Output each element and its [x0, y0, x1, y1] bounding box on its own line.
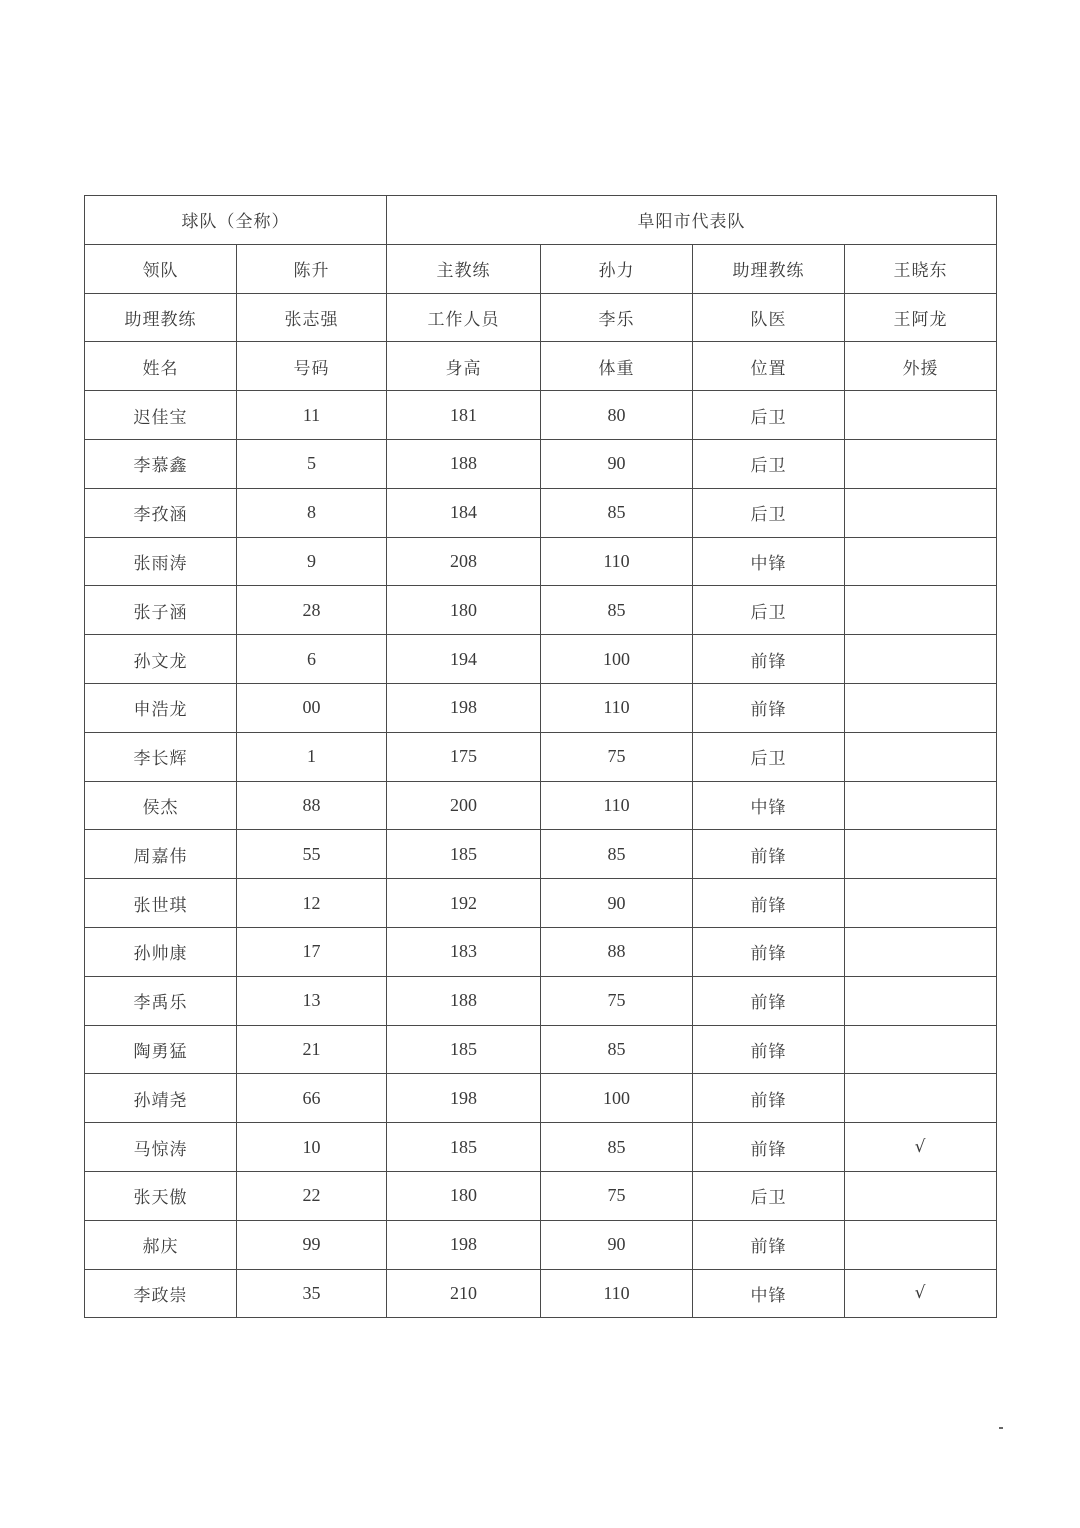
page-footer-mark	[999, 1427, 1003, 1429]
player-position: 中锋	[693, 537, 845, 586]
table-row	[85, 927, 997, 976]
team-name-row	[85, 196, 997, 245]
player-foreign-flag	[845, 391, 997, 440]
player-name: 李孜涵	[85, 488, 237, 537]
player-height: 185	[387, 1025, 541, 1074]
player-foreign-flag	[845, 1025, 997, 1074]
player-height: 175	[387, 732, 541, 781]
player-name: 申浩龙	[85, 683, 237, 732]
player-weight: 90	[541, 1220, 693, 1269]
staff-person-name: 王阿龙	[845, 293, 997, 342]
player-weight: 85	[541, 830, 693, 879]
player-name: 郝庆	[85, 1220, 237, 1269]
player-number: 28	[237, 586, 387, 635]
team-value: 阜阳市代表队	[387, 196, 997, 245]
staff-person-name: 张志强	[237, 293, 387, 342]
player-number: 5	[237, 439, 387, 488]
player-number: 13	[237, 976, 387, 1025]
player-number: 12	[237, 879, 387, 928]
player-height: 194	[387, 635, 541, 684]
player-weight: 110	[541, 781, 693, 830]
player-number: 88	[237, 781, 387, 830]
player-foreign-flag	[845, 683, 997, 732]
column-header: 身高	[387, 342, 541, 391]
staff-role-label: 助理教练	[693, 244, 845, 293]
player-position: 后卫	[693, 586, 845, 635]
player-name: 李禹乐	[85, 976, 237, 1025]
player-foreign-flag: √	[845, 1269, 997, 1318]
staff-role-label: 领队	[85, 244, 237, 293]
player-number: 9	[237, 537, 387, 586]
player-weight: 110	[541, 683, 693, 732]
player-weight: 80	[541, 391, 693, 440]
player-foreign-flag	[845, 781, 997, 830]
player-number: 10	[237, 1123, 387, 1172]
player-position: 中锋	[693, 1269, 845, 1318]
staff-row	[85, 244, 997, 293]
player-number: 21	[237, 1025, 387, 1074]
player-name: 李慕鑫	[85, 439, 237, 488]
player-height: 198	[387, 1220, 541, 1269]
table-row	[85, 830, 997, 879]
player-name: 孙靖尧	[85, 1074, 237, 1123]
player-position: 前锋	[693, 927, 845, 976]
player-height: 180	[387, 586, 541, 635]
player-height: 198	[387, 683, 541, 732]
player-number: 66	[237, 1074, 387, 1123]
player-name: 李长辉	[85, 732, 237, 781]
player-foreign-flag	[845, 879, 997, 928]
player-number: 1	[237, 732, 387, 781]
player-name: 张子涵	[85, 586, 237, 635]
player-weight: 110	[541, 537, 693, 586]
player-height: 200	[387, 781, 541, 830]
player-foreign-flag	[845, 1220, 997, 1269]
table-row	[85, 439, 997, 488]
player-weight: 75	[541, 1171, 693, 1220]
player-foreign-flag	[845, 1074, 997, 1123]
player-number: 8	[237, 488, 387, 537]
staff-role-label: 队医	[693, 293, 845, 342]
player-position: 前锋	[693, 830, 845, 879]
player-weight: 110	[541, 1269, 693, 1318]
table-row	[85, 1025, 997, 1074]
player-position: 后卫	[693, 1171, 845, 1220]
player-weight: 100	[541, 635, 693, 684]
staff-role-label: 主教练	[387, 244, 541, 293]
player-position: 后卫	[693, 732, 845, 781]
player-foreign-flag	[845, 1171, 997, 1220]
player-position: 前锋	[693, 879, 845, 928]
player-name: 张雨涛	[85, 537, 237, 586]
player-number: 22	[237, 1171, 387, 1220]
player-position: 中锋	[693, 781, 845, 830]
table-row	[85, 683, 997, 732]
player-weight: 85	[541, 1123, 693, 1172]
player-height: 188	[387, 976, 541, 1025]
player-name: 孙帅康	[85, 927, 237, 976]
player-position: 后卫	[693, 488, 845, 537]
table-row	[85, 879, 997, 928]
player-foreign-flag	[845, 635, 997, 684]
player-position: 前锋	[693, 635, 845, 684]
player-foreign-flag	[845, 976, 997, 1025]
player-weight: 75	[541, 976, 693, 1025]
staff-role-label: 助理教练	[85, 293, 237, 342]
staff-person-name: 孙力	[541, 244, 693, 293]
staff-person-name: 王晓东	[845, 244, 997, 293]
table-row	[85, 1074, 997, 1123]
player-position: 前锋	[693, 1123, 845, 1172]
player-number: 35	[237, 1269, 387, 1318]
player-position: 后卫	[693, 439, 845, 488]
player-height: 188	[387, 439, 541, 488]
player-name: 迟佳宝	[85, 391, 237, 440]
player-number: 00	[237, 683, 387, 732]
player-position: 前锋	[693, 976, 845, 1025]
player-position: 前锋	[693, 1074, 845, 1123]
player-weight: 100	[541, 1074, 693, 1123]
player-foreign-flag	[845, 488, 997, 537]
table-row	[85, 1123, 997, 1172]
player-name: 张世琪	[85, 879, 237, 928]
player-weight: 85	[541, 488, 693, 537]
player-foreign-flag	[845, 732, 997, 781]
player-name: 马惊涛	[85, 1123, 237, 1172]
roster-body	[85, 196, 997, 1318]
staff-role-label: 工作人员	[387, 293, 541, 342]
player-number: 99	[237, 1220, 387, 1269]
column-header-row	[85, 342, 997, 391]
team-label: 球队（全称）	[85, 196, 387, 245]
player-weight: 85	[541, 1025, 693, 1074]
player-height: 208	[387, 537, 541, 586]
player-name: 周嘉伟	[85, 830, 237, 879]
table-row	[85, 1220, 997, 1269]
player-foreign-flag: √	[845, 1123, 997, 1172]
player-foreign-flag	[845, 586, 997, 635]
player-height: 184	[387, 488, 541, 537]
staff-person-name: 李乐	[541, 293, 693, 342]
player-height: 185	[387, 1123, 541, 1172]
player-weight: 90	[541, 439, 693, 488]
team-roster-table	[84, 195, 997, 1318]
player-foreign-flag	[845, 537, 997, 586]
player-height: 183	[387, 927, 541, 976]
table-row	[85, 391, 997, 440]
player-height: 210	[387, 1269, 541, 1318]
player-number: 17	[237, 927, 387, 976]
table-row	[85, 732, 997, 781]
table-row	[85, 635, 997, 684]
player-height: 181	[387, 391, 541, 440]
player-height: 180	[387, 1171, 541, 1220]
column-header: 号码	[237, 342, 387, 391]
player-name: 侯杰	[85, 781, 237, 830]
player-name: 张天傲	[85, 1171, 237, 1220]
table-row	[85, 976, 997, 1025]
table-row	[85, 537, 997, 586]
column-header: 姓名	[85, 342, 237, 391]
player-foreign-flag	[845, 927, 997, 976]
player-name: 陶勇猛	[85, 1025, 237, 1074]
player-height: 192	[387, 879, 541, 928]
player-foreign-flag	[845, 830, 997, 879]
player-weight: 90	[541, 879, 693, 928]
player-name: 李政崇	[85, 1269, 237, 1318]
player-position: 前锋	[693, 1220, 845, 1269]
table-row	[85, 586, 997, 635]
player-number: 6	[237, 635, 387, 684]
column-header: 体重	[541, 342, 693, 391]
table-row	[85, 781, 997, 830]
player-number: 55	[237, 830, 387, 879]
player-position: 前锋	[693, 683, 845, 732]
staff-person-name: 陈升	[237, 244, 387, 293]
player-weight: 85	[541, 586, 693, 635]
player-position: 后卫	[693, 391, 845, 440]
table-row	[85, 1269, 997, 1318]
player-position: 前锋	[693, 1025, 845, 1074]
player-weight: 88	[541, 927, 693, 976]
column-header: 外援	[845, 342, 997, 391]
table-row	[85, 1171, 997, 1220]
player-height: 185	[387, 830, 541, 879]
player-foreign-flag	[845, 439, 997, 488]
player-height: 198	[387, 1074, 541, 1123]
player-number: 11	[237, 391, 387, 440]
staff-row	[85, 293, 997, 342]
player-name: 孙文龙	[85, 635, 237, 684]
table-row	[85, 488, 997, 537]
player-weight: 75	[541, 732, 693, 781]
column-header: 位置	[693, 342, 845, 391]
